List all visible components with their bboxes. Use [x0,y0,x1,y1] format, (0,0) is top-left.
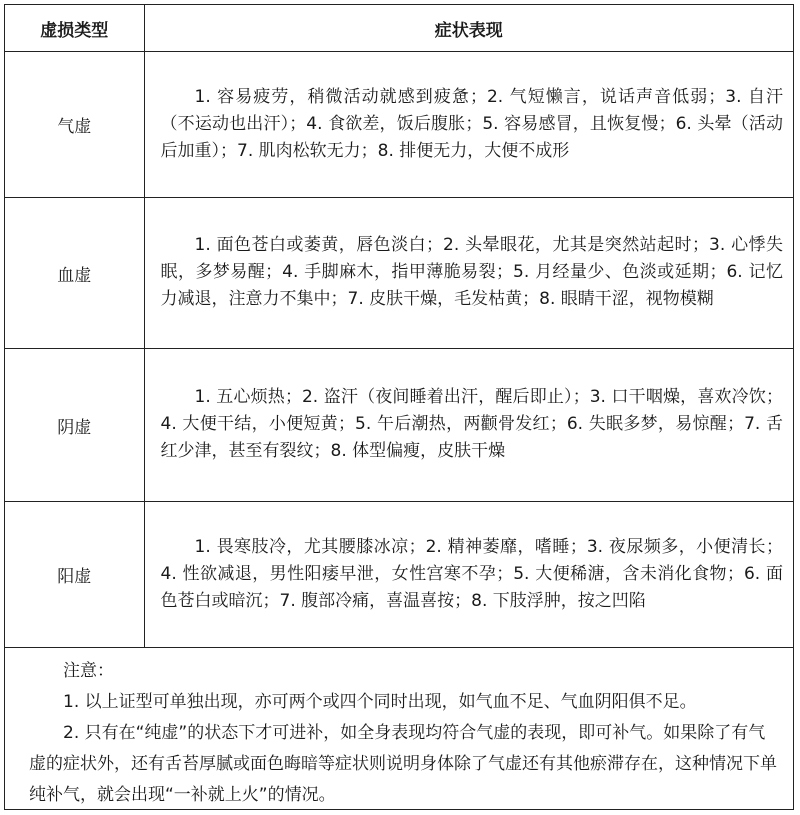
row-symptoms-cell: 1. 面色苍白或萎黄，唇色淡白；2. 头晕眼花，尤其是突然站起时；3. 心悸失眠，多梦易醒；4. 手脚麻木，指甲薄脆易裂；5. 月经量少、色淡或延期；6. 记忆力减退，注意力不集中；7. 皮肤干燥，毛发枯黄；8. 眼睛干涩，视物模糊 [144,198,793,349]
row-symptoms-cell: 1. 五心烦热；2. 盗汗（夜间睡着出汗，醒后即止）；3. 口干咽燥，喜欢冷饮；4. 大便干结，小便短黄；5. 午后潮热，两颧骨发红；6. 失眠多梦，易惊醒；7. 舌红少津，甚至有裂纹；8. 体型偏瘦，皮肤干燥 [144,349,793,502]
deficiency-symptom-table [5,5,793,648]
row-type-cell: 阴虚 [5,349,144,502]
header-deficiency-type: 虚损类型 [5,5,144,52]
row-type-cell: 阳虚 [5,502,144,648]
header-symptoms: 症状表现 [144,5,793,52]
table-row [5,52,793,198]
row-type-cell: 气虚 [5,52,144,198]
row-type-cell: 血虚 [5,198,144,349]
row-symptoms-cell: 1. 畏寒肢冷，尤其腰膝冰凉；2. 精神萎靡，嗜睡；3. 夜尿频多，小便清长；4. 性欲减退，男性阳痿早泄，女性宫寒不孕；5. 大便稀溏，含未消化食物；6. 面色苍白或暗沉；7. 腹部冷痛，喜温喜按；8. 下肢浮肿，按之凹陷 [144,502,793,648]
row-symptoms-cell: 1. 容易疲劳，稍微活动就感到疲惫；2. 气短懒言，说话声音低弱；3. 自汗（不运动也出汗）；4. 食欲差，饭后腹胀；5. 容易感冒，且恢复慢；6. 头晕（活动后加重）；7. 肌肉松软无力；8. 排便无力，大便不成形 [144,52,793,198]
table-row [5,502,793,648]
notes-title: 注意： [63,661,114,681]
table-row [5,349,793,502]
note-item: 1. 以上证型可单独出现，亦可两个或四个同时出现，如气血不足、气血阴阳俱不足。 [63,692,697,712]
notes-section [5,648,793,811]
table-row [5,198,793,349]
table-header-row [5,5,793,52]
deficiency-table-document [4,4,794,810]
note-item: 2. 只有在“纯虚”的状态下才可进补，如全身表现均符合气虚的表现，即可补气。如果除了有气虚的症状外，还有舌苔厚腻或面色晦暗等症状则说明身体除了气虚还有其他瘀滞存在，这种情况下单纯补气，就会出现“一补就上火”的情况。 [29,723,777,805]
